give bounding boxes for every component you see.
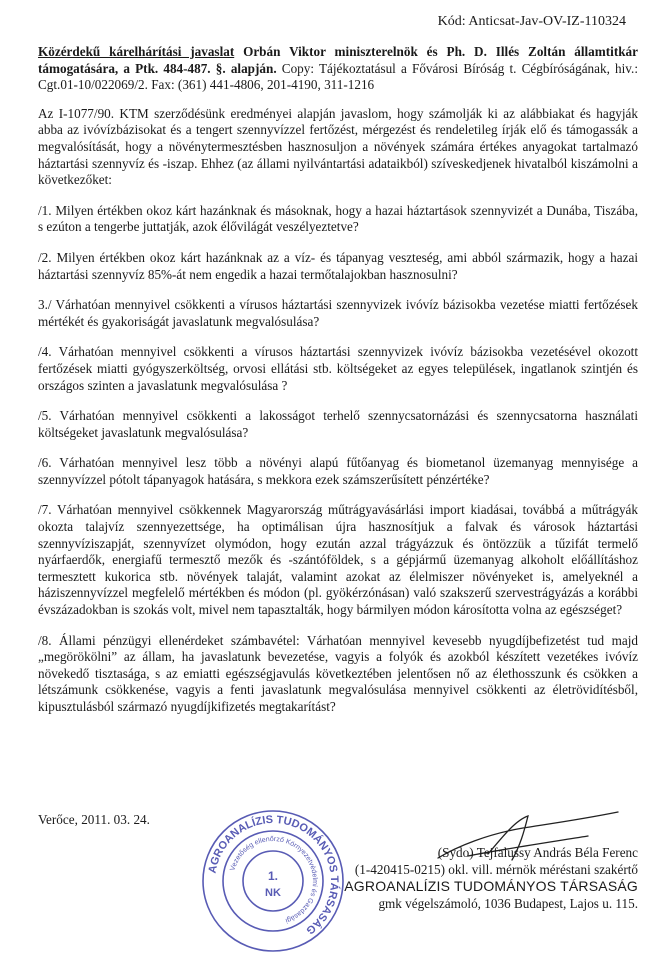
stamp-label: NK [265,887,281,899]
document-footer [38,806,638,956]
header-lead: Közérdekű kárelhárítási javaslat [38,44,235,59]
paragraph-intro: Az I-1077/90. KTM szerződésünk eredményei alapján javaslom, hogy számolják ki az alábbiakat és hagyják abba az ivóvízbázisokat és a tengert szennyvízzel fertőzést, mérgezést és rendeletileg írják elő és támogassák a megvalósítását, hogy a növénytermesztésben hasznosuljon a növények számára értékes anyagokat tartalmazó háztartási szennyvíz és -iszap. Ehhez (az állami nyilvántartási adataikból) szíveskedjenek hivatalból kiszámolni a következőket: [38,105,638,188]
document-date: Verőce, 2011. 03. 24. [38,812,150,827]
document-code: Kód: Anticsat-Jav-OV-IZ-110324 [437,14,626,29]
paragraph-2: /2. Milyen értékben okoz kárt hazánknak az a víz- és tápanyag veszteség, ami abból származik, hogy a hazai háztartási szennyvíz 85%-át nem engedik a hazai termőtalajokban hasznosulni? [38,249,638,282]
header-normal: Copy: Tájékoztatásul a Fővárosi Bíróság t. Cégbíróságának, hiv.: Cgt.01-10/022069/2. Fax: (361) 441-4806, 201-4190, 311-1216 [38,60,638,93]
paragraph-7: /7. Várhatóan mennyivel csökkennek Magyarország műtrágyavásárlási import kiadásai, továbbá a műtrágyák okozta talajvíz szennyezettsége, ha optimálisan újra hasznosítjuk a falvak és városok háztartási szennyvíziszapját, szennyvízet olymódon, hogy ezután azzal trágyázzuk és öntözzük a tűzifát termelő nyárfaerdők, energiafű termesztő mezők és -szántóföldek, s a gépjármű üzemanyag alkoholt előállításhoz termesztett kukorica stb. növények talaját, valamint azokat az élelmiszer növényeket is, amelyeknél a háziszennyvízzel megfelelő mértékben és módon (pl. gyökérzónásan) való szakszerű szervestrágyázás a korábbi évszázadokban is szokás volt, mivel nem tapasztalták, hogy bármilyen módon károsította volna az egészséget? [38,502,638,618]
stamp-number: 1. [267,869,279,883]
organization-stamp-icon [198,806,348,956]
paragraph-1: /1. Milyen értékben okoz kárt hazánknak és másoknak, hogy a hazai háztartások szennyvizét a Dunába, Tiszába, s ezúton a tengerbe juttatják, azok élővilágát veszélyeztetve? [38,202,638,235]
signer-address: gmk végelszámoló, 1036 Budapest, Lajos u. 115. [378,896,638,911]
paragraph-8: /8. Állami pénzügyi ellenérdeket számbavétel: Várhatóan mennyivel kevesebb nyugdíjbefizetést tud majd „megörökölni” az állam, ha javaslatunk bevezetése, vagyis a folyók és azokból készített vezetékes ivóvíz növekedő tisztasága, s az emiatti egészségjavulás következtében jelentősen nő az élethosszunk és csökken a létszámunk csökkenése, vagyis a fenti javaslatunk megvalósulása mennyivel csökkenti az életrövidítésből, kipusztulásból származó nyugdíjkifizetés megtakarítást? [38,632,638,714]
paragraph-5: /5. Várhatóan mennyivel csökkenti a lakosságot terhelő szennycsatornázási és szennycsatorna használati költségeket javaslatunk megvalósulása? [38,408,638,440]
paragraph-4: /4. Várhatóan mennyivel csökkenti a vírusos háztartási szennyvizek ivóvíz bázisokba vezetésével okozott fertőzések miatti gyógyszerköltség, orvosi ellátási stb. költségeket az egyes települések, ingatlanok szintjén és országos szinten a javaslatunk megvalósulása ? [38,344,638,393]
paragraph-3: 3./ Várhatóan mennyivel csökkenti a vírusos háztartási szennyvizek ivóvíz bázisokba vezetése miatti fertőzések mértékét és gyakoriságát javaslatunk megvalósulása? [38,297,638,329]
document-header [38,44,638,94]
paragraph-6: /6. Várhatóan mennyivel lesz több a növényi alapú fűtőanyag és biometanol üzemanyag mennyisége a szennyvízzel pótolt tápanyagok hatására, s mekkora ezek számszerűsített pénzértéke? [38,455,638,487]
header-bold: Orbán Viktor miniszterelnök és Ph. D. Illés Zoltán államtitkár támogatására, a Ptk. 484-487. §. alapján. [38,44,638,76]
signer-title: (1-420415-0215) okl. vill. mérnök méréstani szakértő [354,862,638,877]
stamp-inner-text: Vezetőség ellenőrző Környezetvédelmi és Gazdasági [229,835,319,924]
signer-name: (Sydo) Tejfalussy András Béla Ferenc [437,845,638,860]
stamp-outer-text: AGROANALÍZIS TUDOMÁNYOS TÁRSASÁG [206,813,341,937]
signer-organization: AGROANALÍZIS TUDOMÁNYOS TÁRSASÁG [344,878,638,894]
signature-block [344,844,638,912]
document-body [38,44,638,730]
